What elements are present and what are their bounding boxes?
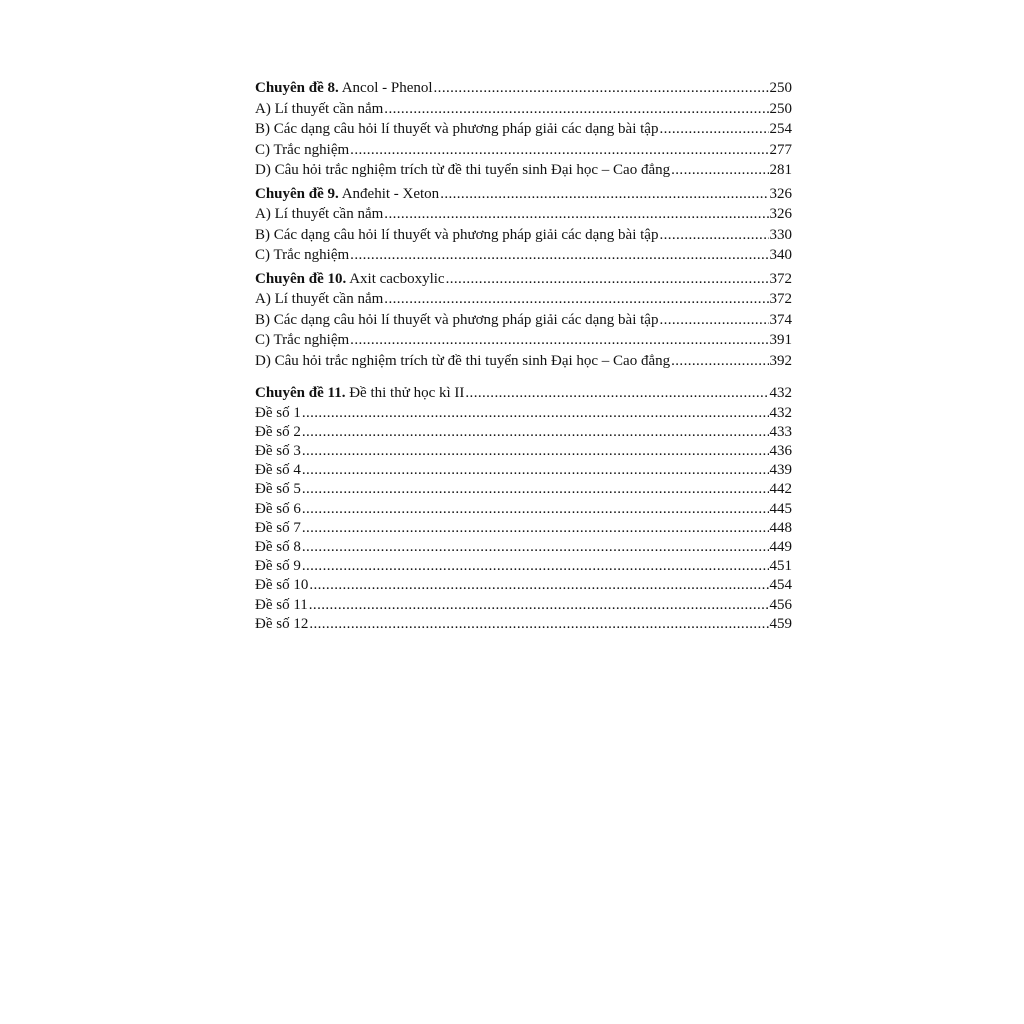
toc-entry-label: Đề số 7	[255, 519, 301, 536]
dot-leader	[350, 140, 768, 161]
toc-page-number: 459	[769, 615, 792, 632]
toc-heading-8[interactable]	[255, 78, 792, 99]
toc-page-number: 250	[769, 100, 792, 117]
toc-page-number: 449	[769, 538, 792, 555]
toc-page-number: 340	[769, 247, 792, 263]
toc-heading-number: Chuyên đề 11.	[255, 385, 346, 401]
dot-leader	[440, 184, 768, 205]
toc-entry[interactable]	[255, 99, 792, 120]
toc-heading-label	[255, 383, 464, 404]
toc-entry-label: Đề số 11	[255, 596, 308, 613]
toc-section-11	[255, 383, 792, 634]
toc-heading-number: Chuyên đề 9.	[255, 185, 339, 202]
toc-heading-title: Ancol - Phenol	[338, 80, 433, 96]
toc-page-number: 281	[769, 162, 792, 178]
toc-entry[interactable]	[255, 204, 792, 225]
dot-leader	[350, 330, 768, 351]
toc-heading-10[interactable]	[255, 269, 792, 290]
toc-entry[interactable]	[255, 576, 792, 595]
toc-page-number: 254	[769, 121, 792, 137]
toc-heading-number: Chuyên đề 8.	[255, 80, 339, 96]
toc-entry-label: B) Các dạng câu hỏi lí thuyết và phương pháp giải các dạng bài tập	[255, 121, 659, 137]
toc-heading-title: Anđehit - Xeton	[338, 185, 440, 202]
toc-entry-label: A) Lí thuyết cần nắm	[255, 206, 384, 222]
toc-entry-label: Đề số 4	[255, 462, 301, 479]
toc-page-number: 391	[769, 332, 792, 348]
toc-entry-label: Đề số 8	[255, 538, 301, 555]
toc-page-number: 442	[769, 481, 792, 498]
dot-leader	[302, 500, 769, 519]
toc-entry-label: Đề số 1	[255, 404, 301, 421]
toc-entry-label: C) Trắc nghiệm	[255, 332, 350, 348]
toc-entry-label: A) Lí thuyết cần nắm	[255, 291, 384, 307]
dot-leader	[302, 519, 769, 538]
dot-leader	[465, 383, 768, 404]
dot-leader	[302, 538, 769, 557]
toc-entry[interactable]	[255, 119, 792, 140]
toc-page-number: 456	[769, 596, 792, 613]
toc-entry[interactable]	[255, 245, 792, 266]
toc-page-number: 433	[769, 423, 792, 440]
toc-entry[interactable]	[255, 519, 792, 538]
toc-entry[interactable]	[255, 289, 792, 310]
toc-heading-label	[255, 184, 439, 205]
dot-leader	[302, 557, 769, 576]
dot-leader	[302, 442, 769, 461]
dot-leader	[384, 99, 768, 120]
dot-leader	[659, 310, 768, 331]
toc-entry[interactable]	[255, 330, 792, 351]
toc-entry[interactable]	[255, 351, 792, 372]
toc-page-number: 392	[769, 352, 792, 369]
toc-entry-label: Đề số 10	[255, 577, 309, 594]
dot-leader	[434, 78, 769, 99]
toc-entry[interactable]	[255, 461, 792, 480]
toc-page-number: 326	[769, 206, 792, 222]
toc-entry-label: Đề số 9	[255, 558, 301, 575]
toc-page-number: 326	[769, 185, 792, 202]
toc-entry[interactable]	[255, 557, 792, 576]
dot-leader	[302, 461, 769, 480]
toc-page-number: 374	[769, 311, 792, 328]
toc-page-number: 432	[769, 385, 792, 401]
toc-heading-11[interactable]	[255, 383, 792, 404]
toc-section-9	[255, 184, 792, 266]
toc-page-number: 445	[769, 500, 792, 517]
dot-leader	[309, 615, 768, 634]
dot-leader	[384, 204, 768, 225]
toc-page-number: 448	[769, 519, 792, 536]
toc-entry-label: Đề số 5	[255, 481, 301, 498]
dot-leader	[671, 351, 768, 372]
dot-leader	[309, 596, 769, 615]
toc-page-number: 250	[769, 80, 792, 96]
toc-entry[interactable]	[255, 310, 792, 331]
toc-entry[interactable]	[255, 423, 792, 442]
toc-page-number: 277	[769, 141, 792, 158]
table-of-contents	[255, 78, 792, 634]
toc-heading-9[interactable]	[255, 184, 792, 205]
toc-page-number: 432	[769, 404, 792, 421]
toc-page-number: 372	[769, 270, 792, 287]
toc-entry[interactable]	[255, 225, 792, 246]
toc-entry-label: D) Câu hỏi trắc nghiệm trích từ đề thi tuyển sinh Đại học – Cao đẳng	[255, 352, 671, 369]
toc-page-number: 439	[769, 462, 792, 479]
toc-entry-label: Đề số 6	[255, 500, 301, 517]
toc-entry-label: Đề số 12	[255, 615, 309, 632]
toc-page-number: 451	[769, 558, 792, 575]
toc-entry-label: C) Trắc nghiệm	[255, 247, 350, 263]
toc-entry[interactable]	[255, 160, 792, 181]
toc-section-8	[255, 78, 792, 181]
toc-entry[interactable]	[255, 480, 792, 499]
toc-page-number: 436	[769, 442, 792, 459]
toc-heading-title: Đề thi thử học kì II	[345, 385, 465, 401]
dot-leader	[302, 404, 769, 423]
dot-leader	[659, 225, 768, 246]
dot-leader	[384, 289, 768, 310]
dot-leader	[302, 423, 769, 442]
toc-entry-label: D) Câu hỏi trắc nghiệm trích từ đề thi tuyển sinh Đại học – Cao đẳng	[255, 162, 671, 178]
toc-entry[interactable]	[255, 140, 792, 161]
toc-entry[interactable]	[255, 538, 792, 557]
dot-leader	[350, 245, 768, 266]
toc-page-number: 372	[769, 291, 792, 307]
toc-heading-title: Axit cacboxylic	[346, 270, 445, 287]
toc-entry[interactable]	[255, 596, 792, 615]
toc-entry[interactable]	[255, 615, 792, 634]
dot-leader	[302, 480, 769, 499]
toc-entry[interactable]	[255, 500, 792, 519]
toc-section-10	[255, 269, 792, 372]
toc-entry-label: B) Các dạng câu hỏi lí thuyết và phương pháp giải các dạng bài tập	[255, 226, 659, 243]
toc-heading-label	[255, 269, 445, 290]
toc-entry-label: B) Các dạng câu hỏi lí thuyết và phương pháp giải các dạng bài tập	[255, 311, 659, 328]
toc-entry[interactable]	[255, 404, 792, 423]
toc-entry-label: A) Lí thuyết cần nắm	[255, 100, 384, 117]
toc-page-number: 454	[769, 577, 792, 594]
toc-heading-number: Chuyên đề 10.	[255, 270, 347, 287]
toc-entry-label: Đề số 2	[255, 423, 301, 440]
dot-leader	[309, 576, 768, 595]
dot-leader	[659, 119, 768, 140]
toc-page-number: 330	[769, 226, 792, 243]
toc-entry-label: C) Trắc nghiệm	[255, 141, 350, 158]
toc-entry[interactable]	[255, 442, 792, 461]
dot-leader	[671, 160, 768, 181]
toc-entry-label: Đề số 3	[255, 442, 301, 459]
dot-leader	[446, 269, 769, 290]
toc-heading-label	[255, 78, 433, 99]
